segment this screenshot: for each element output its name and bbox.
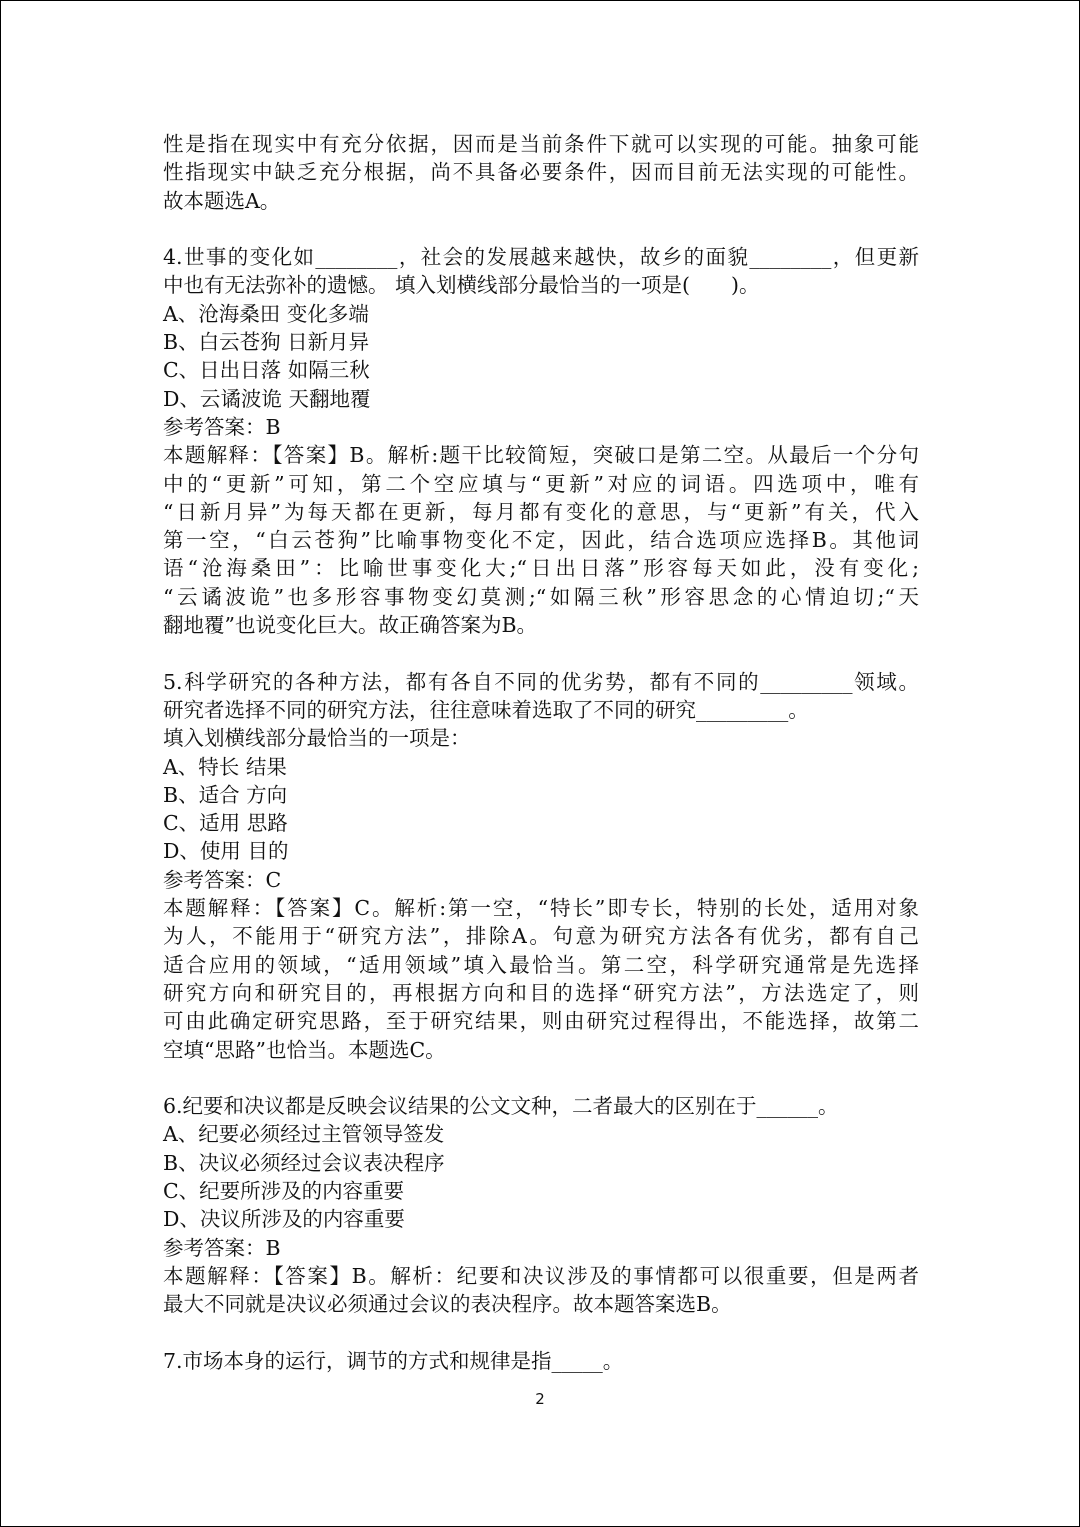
intro-paragraph xyxy=(163,130,919,215)
question-stem-line: 5.科学研究的各种方法，都有各自不同的优劣势，都有不同的_________领域。 xyxy=(163,669,919,694)
explanation-line: “日新月异”为每天都在更新，每月都有变化的意思，与“更新”有关，代入 xyxy=(163,499,919,524)
question-6 xyxy=(163,1092,919,1318)
option-b: B、适合 方向 xyxy=(163,782,288,807)
reference-answer: 参考答案：B xyxy=(163,414,281,439)
question-5 xyxy=(163,668,919,1064)
explanation-line: 本题解释：【答案】B。解析:题干比较简短，突破口是第二空。从最后一个分句 xyxy=(163,443,919,468)
question-stem-line: 中也有无法弥补的遗憾。 填入划横线部分最恰当的一项是( )。 xyxy=(163,273,760,298)
explanation-line: 适合应用的领域，“适用领域”填入最恰当。第二空，科学研究通常是先选择 xyxy=(163,952,919,977)
explanation-line: 为人，不能用于“研究方法”，排除A。句意为研究方法各有优劣，都有自己 xyxy=(163,924,919,949)
explanation-line: 空填“思路”也恰当。本题选C。 xyxy=(163,1037,446,1062)
question-stem-line: 7.市场本身的运行，调节的方式和规律是指_____。 xyxy=(163,1348,624,1373)
document-body xyxy=(163,130,919,1375)
explanation-line: 本题解释：【答案】B。解析：纪要和决议涉及的事情都可以很重要，但是两者 xyxy=(163,1263,919,1288)
explanation-line: 最大不同就是决议必须通过会议的表决程序。故本题答案选B。 xyxy=(163,1292,732,1317)
option-b: B、决议必须经过会议表决程序 xyxy=(163,1150,445,1175)
explanation-line: 研究方向和研究目的，再根据方向和目的选择“研究方法”，方法选定了，则 xyxy=(163,980,919,1005)
reference-answer: 参考答案：C xyxy=(163,867,282,892)
page-number: 2 xyxy=(535,1390,545,1408)
explanation-line: 翻地覆”也说变化巨大。故正确答案为B。 xyxy=(163,613,538,638)
question-7 xyxy=(163,1347,919,1375)
option-c: C、适用 思路 xyxy=(163,811,288,836)
explanation-line: 中的“更新”可知，第二个空应填与“更新”对应的词语。四选项中，唯有 xyxy=(163,471,919,496)
explanation-line: “云谲波诡”也多形容事物变幻莫测;“如隔三秋”形容思念的心情迫切;“天 xyxy=(163,584,919,609)
option-d: D、云谲波诡 天翻地覆 xyxy=(163,386,371,411)
intro-line: 性是指在现实中有充分依据，因而是当前条件下就可以实现的可能。抽象可能 xyxy=(163,132,919,156)
option-c: C、日出日落 如隔三秋 xyxy=(163,358,370,383)
explanation-line: 第一空，“白云苍狗”比喻事物变化不定，因此，结合选项应选择B。其他词 xyxy=(163,528,919,553)
question-stem-line: 研究者选择不同的研究方法，往往意味着选取了不同的研究_________。 xyxy=(163,697,809,722)
option-a: A、特长 结果 xyxy=(163,754,287,779)
option-b: B、白云苍狗 日新月异 xyxy=(163,330,370,355)
intro-line: 性指现实中缺乏充分根据，尚不具备必要条件，因而目前无法实现的可能性。 xyxy=(163,160,919,185)
explanation-line: 语“沧海桑田”：比喻世事变化大;“日出日落”形容每天如此，没有变化; xyxy=(163,556,919,581)
question-4 xyxy=(163,243,919,639)
intro-line: 故本题选A。 xyxy=(163,188,281,213)
explanation-line: 本题解释：【答案】C。解析:第一空，“特长”即专长，特别的长处，适用对象 xyxy=(163,896,919,921)
question-stem-line: 6.纪要和决议都是反映会议结果的公文文种，二者最大的区别在于______。 xyxy=(163,1094,839,1119)
reference-answer: 参考答案：B xyxy=(163,1235,281,1260)
explanation-line: 可由此确定研究思路，至于研究结果，则由研究过程得出，不能选择，故第二 xyxy=(163,1009,919,1034)
option-a: A、纪要必须经过主管领导签发 xyxy=(163,1122,445,1147)
question-stem-line: 填入划横线部分最恰当的一项是： xyxy=(163,726,471,751)
question-stem-line: 4.世事的变化如________，社会的发展越来越快，故乡的面貌________，但更新 xyxy=(163,245,919,270)
option-c: C、纪要所涉及的内容重要 xyxy=(163,1178,405,1203)
option-d: D、使用 目的 xyxy=(163,839,289,864)
option-a: A、沧海桑田 变化多端 xyxy=(163,301,369,326)
option-d: D、决议所涉及的内容重要 xyxy=(163,1207,405,1232)
